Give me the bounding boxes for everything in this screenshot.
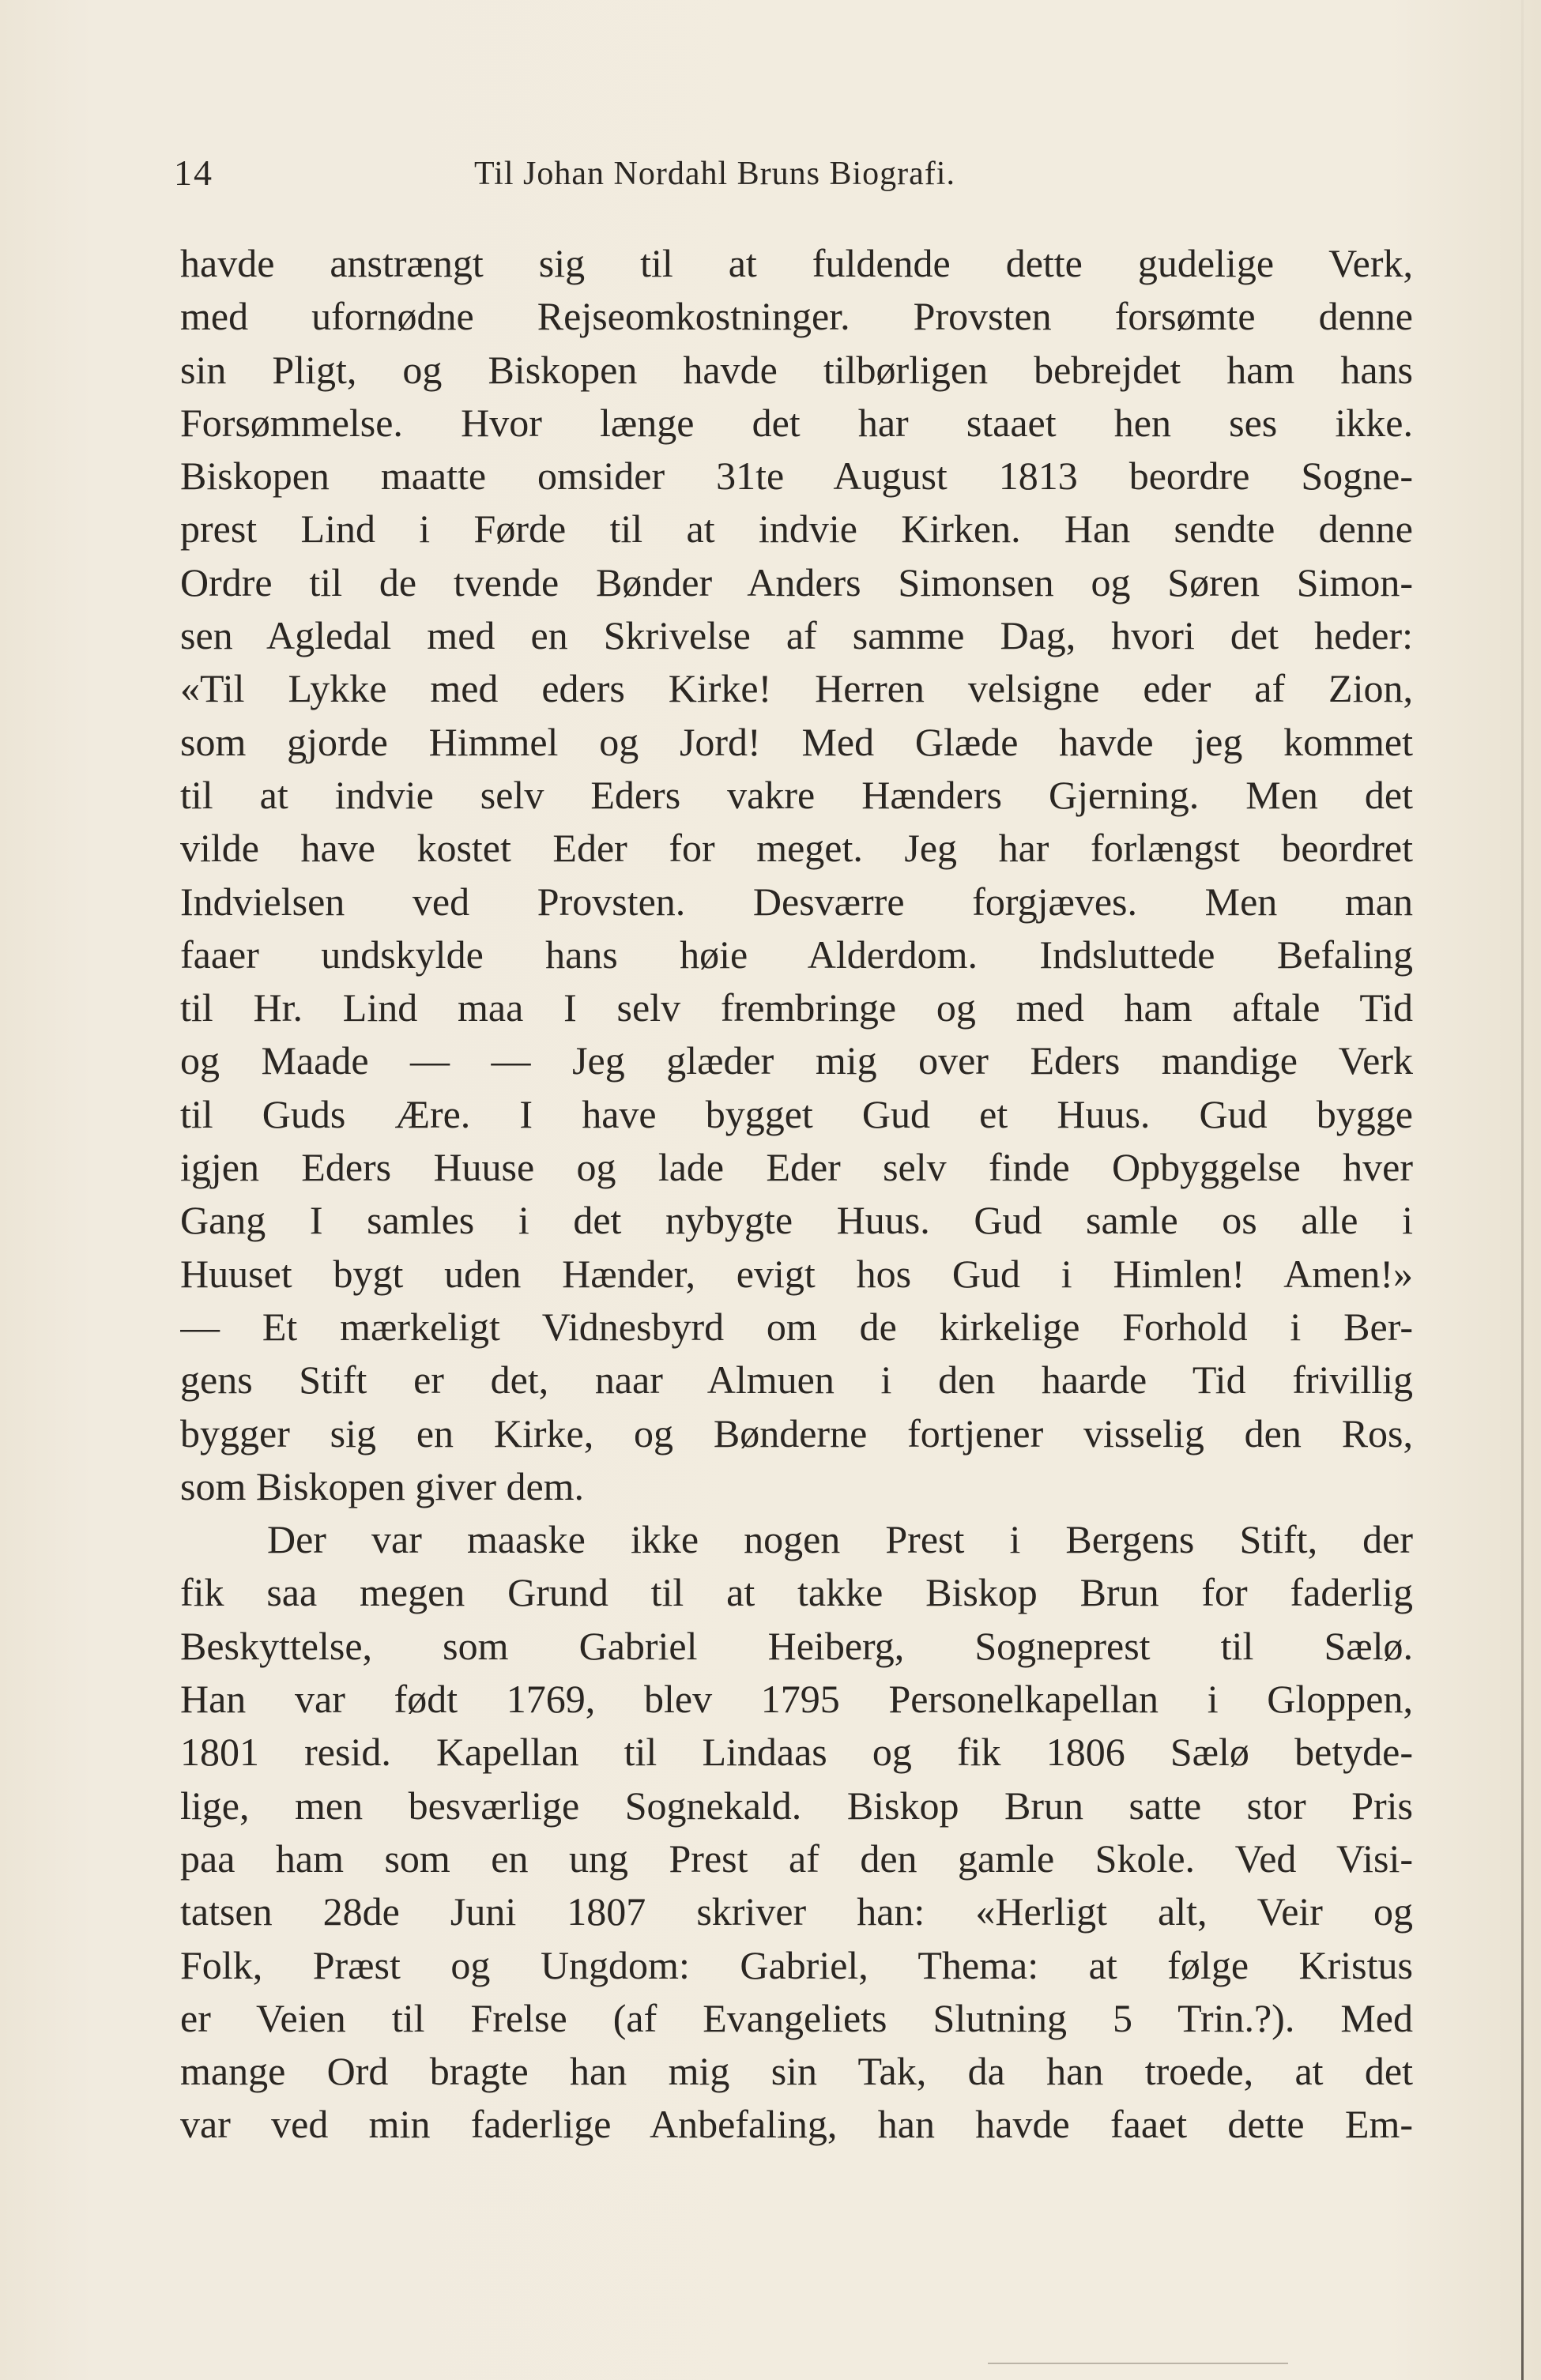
page-edge-shadow	[1521, 0, 1524, 2380]
text-line: havde anstrængt sig til at fuldende dette gudelige Verk,	[180, 241, 1413, 285]
text-line: var ved min faderlige Anbefaling, han havde faaet dette Em-	[180, 2102, 1413, 2147]
text-line: er Veien til Frelse (af Evangeliets Slutning 5 Trin.?). Med	[180, 1995, 1413, 2040]
text-line: som Biskopen giver dem.	[180, 1463, 585, 1508]
text-line: til at indvie selv Eders vakre Hænders Gjerning. Men det	[180, 772, 1413, 817]
text-line: faaer undskylde hans høie Alderdom. Indsluttede Befaling	[180, 932, 1413, 977]
text-line: med ufornødne Rejseomkostninger. Provsten forsømte denne	[180, 294, 1413, 339]
text-line: og Maade — — Jeg glæder mig over Eders mandige Verk	[180, 1038, 1413, 1083]
page-bottom-mark	[988, 2363, 1288, 2364]
text-line: mange Ord bragte han mig sin Tak, da han troede, at det	[180, 2049, 1413, 2094]
text-line: som gjorde Himmel og Jord! Med Glæde havde jeg kommet	[180, 719, 1413, 764]
text-line: til Guds Ære. I have bygget Gud et Huus. Gud bygge	[180, 1091, 1413, 1136]
text-line: Han var født 1769, blev 1795 Personelkapellan i Gloppen,	[180, 1677, 1413, 1722]
text-line: gens Stift er det, naar Almuen i den haarde Tid frivillig	[180, 1358, 1413, 1403]
text-line: sin Pligt, og Biskopen havde tilbørligen bebrejdet ham hans	[180, 347, 1413, 392]
page-header	[174, 149, 1407, 196]
text-line: Ordre til de tvende Bønder Anders Simonsen og Søren Simon-	[180, 559, 1413, 604]
text-line: Folk, Præst og Ungdom: Gabriel, Thema: at følge Kristus	[180, 1942, 1413, 1987]
running-title: Til Johan Nordahl Bruns Biografi.	[474, 156, 955, 192]
text-line: Huuset bygt uden Hænder, evigt hos Gud i Himlen! Amen!»	[180, 1251, 1413, 1296]
text-line: «Til Lykke med eders Kirke! Herren velsigne eder af Zion,	[180, 666, 1413, 711]
text-line: 1801 resid. Kapellan til Lindaas og fik 1806 Sælø betyde-	[180, 1730, 1413, 1775]
text-line: prest Lind i Førde til at indvie Kirken. Han sendte denne	[180, 507, 1413, 552]
text-line: Forsømmelse. Hvor længe det har staaet hen ses ikke.	[180, 400, 1413, 445]
text-line: lige, men besværlige Sognekald. Biskop Brun satte stor Pris	[180, 1783, 1413, 1828]
text-line: Indvielsen ved Provsten. Desværre forgjæves. Men man	[180, 879, 1413, 924]
text-line: paa ham som en ung Prest af den gamle Skole. Ved Visi-	[180, 1836, 1413, 1881]
text-line: Gang I samles i det nybygte Huus. Gud samle os alle i	[180, 1198, 1413, 1243]
text-line: fik saa megen Grund til at takke Biskop Brun for faderlig	[180, 1570, 1413, 1615]
text-line: Beskyttelse, som Gabriel Heiberg, Sogneprest til Sælø.	[180, 1623, 1413, 1668]
text-line: sen Agledal med en Skrivelse af samme Dag, hvori det heder:	[180, 613, 1413, 658]
body-text	[180, 237, 1413, 2152]
text-line: igjen Eders Huuse og lade Eder selv finde Opbyggelse hver	[180, 1145, 1413, 1190]
text-line: Der var maaske ikke nogen Prest i Bergens Stift, der	[267, 1517, 1413, 1562]
text-line: Biskopen maatte omsider 31te August 1813 beordre Sogne-	[180, 454, 1413, 499]
text-line: tatsen 28de Juni 1807 skriver han: «Herligt alt, Veir og	[180, 1889, 1413, 1934]
page-number: 14	[174, 153, 213, 193]
text-line: vilde have kostet Eder for meget. Jeg har forlængst beordret	[180, 826, 1413, 871]
text-line: — Et mærkeligt Vidnesbyrd om de kirkelige Forhold i Ber-	[180, 1304, 1413, 1349]
text-line: til Hr. Lind maa I selv frembringe og med ham aftale Tid	[180, 985, 1413, 1030]
text-line: bygger sig en Kirke, og Bønderne fortjener visselig den Ros,	[180, 1410, 1413, 1455]
